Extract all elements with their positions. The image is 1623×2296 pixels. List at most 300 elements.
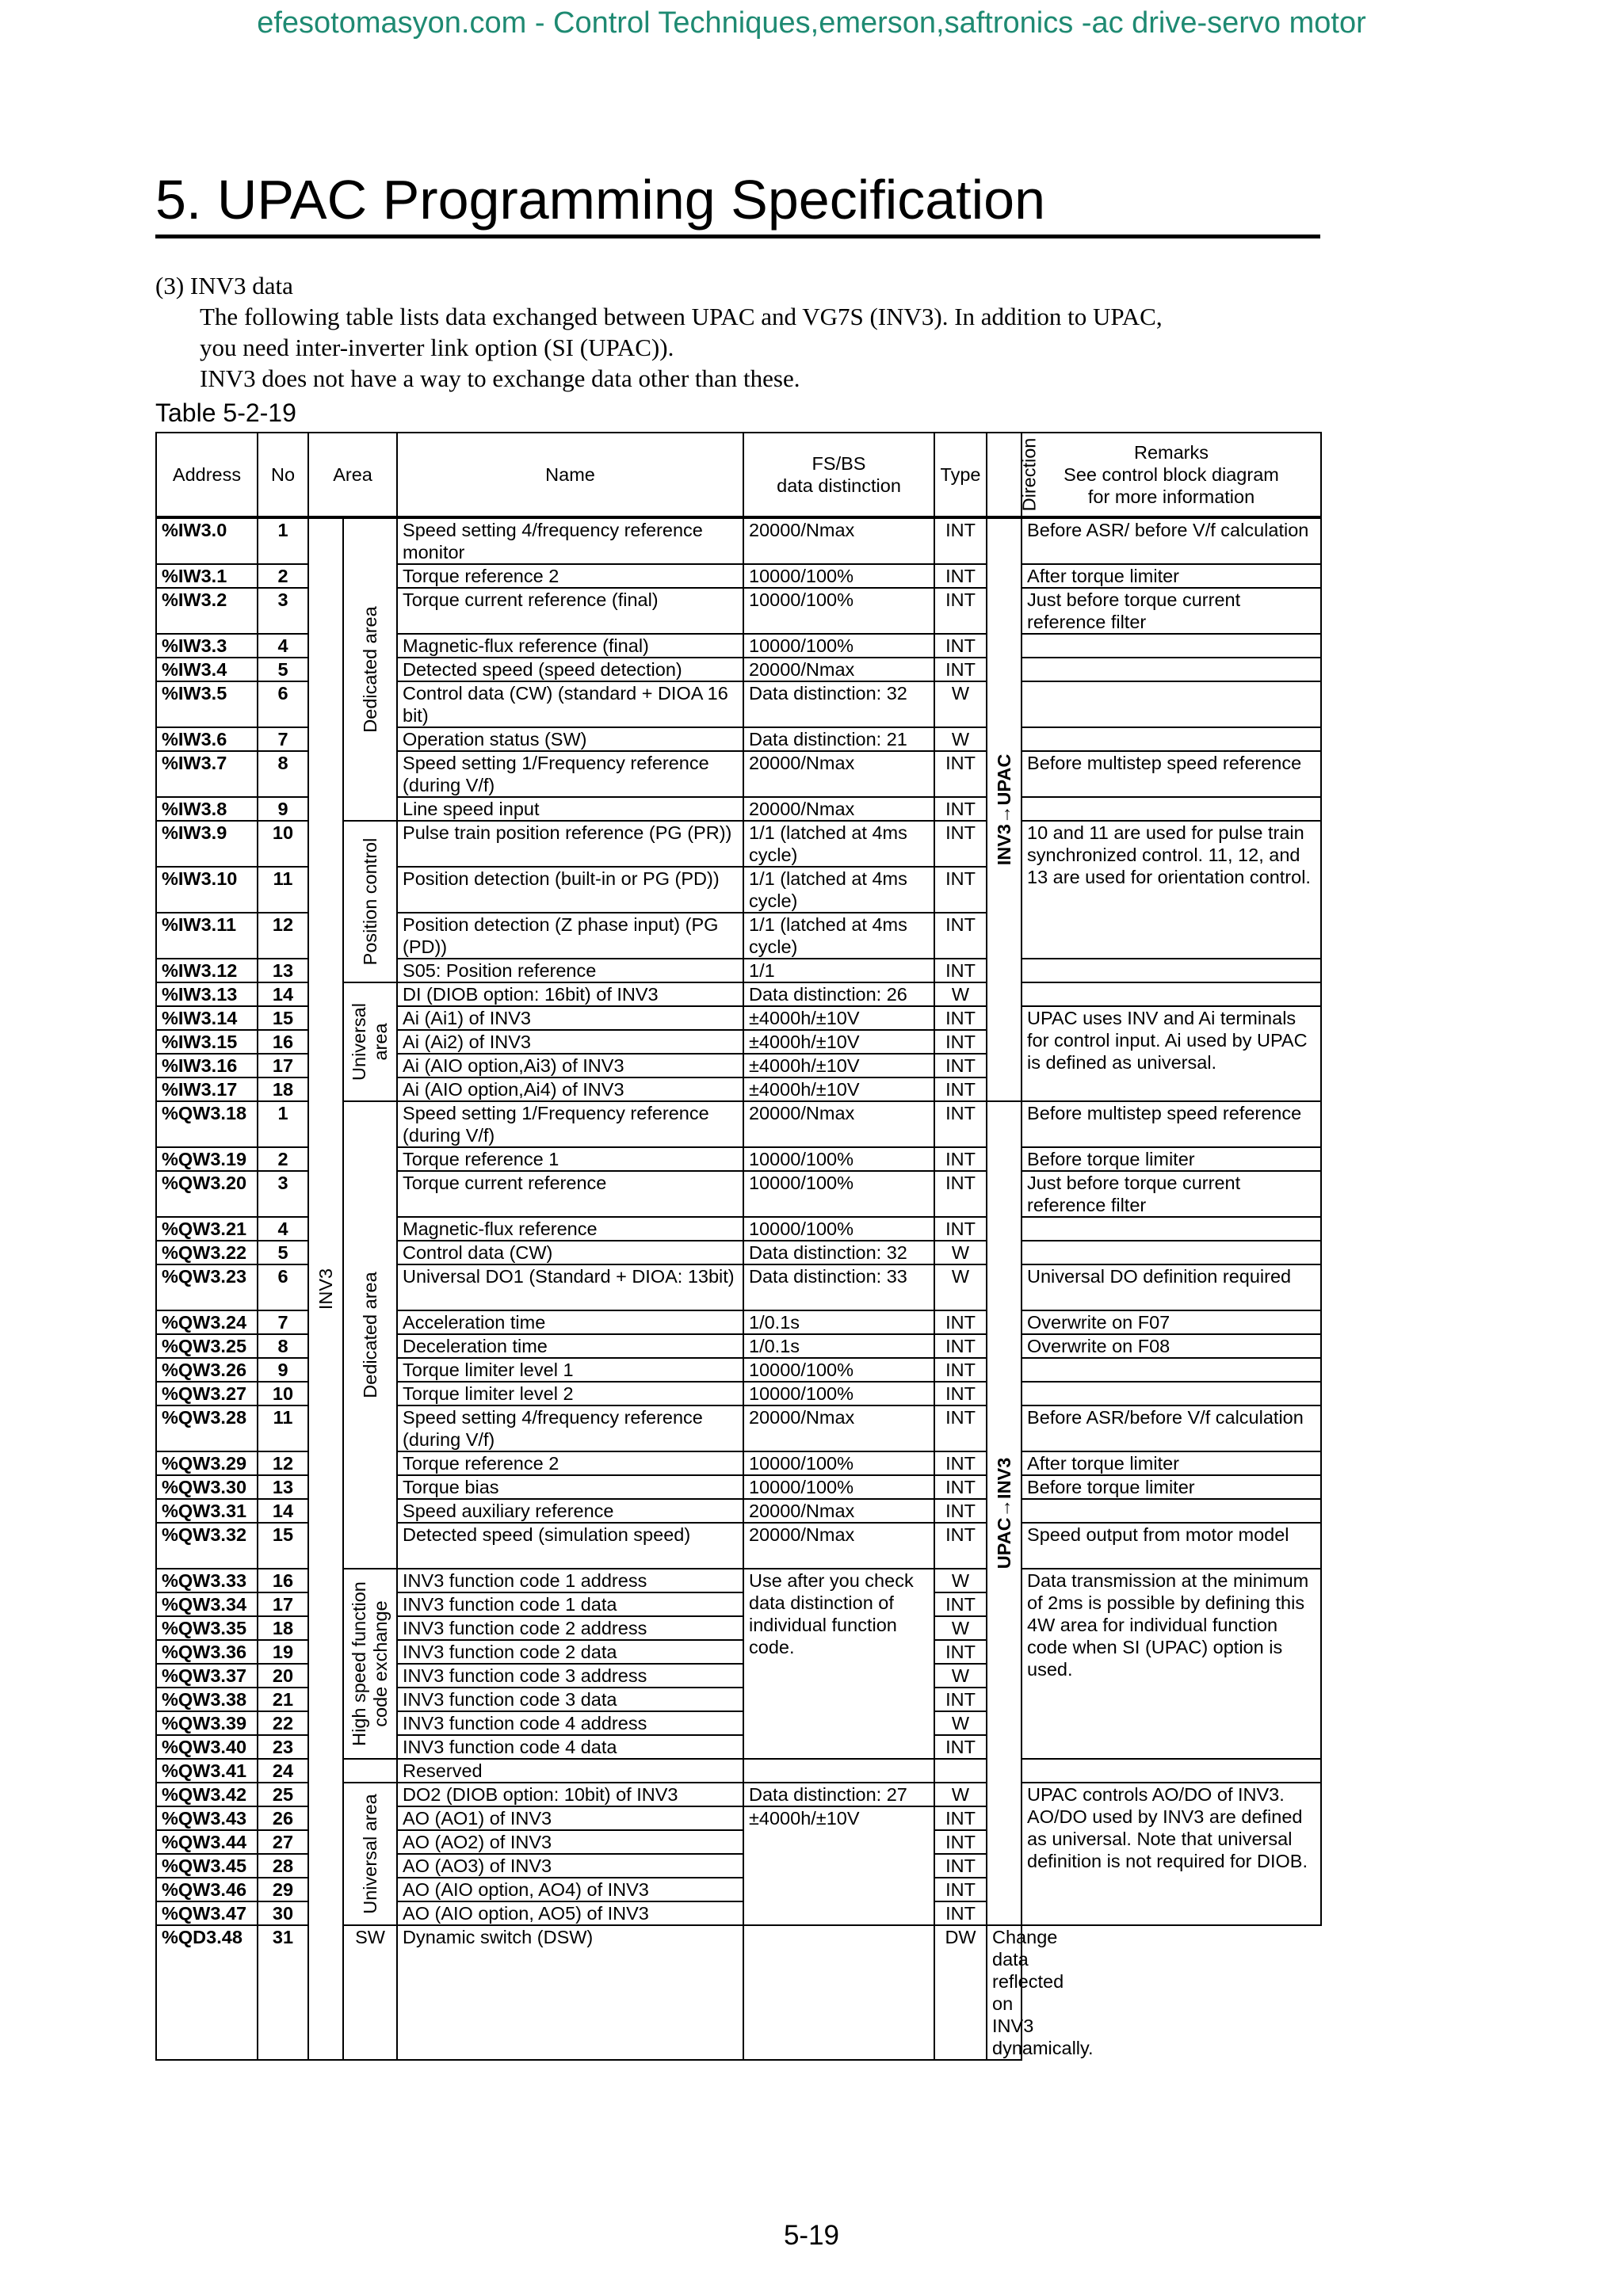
row-remarks: Before multistep speed reference xyxy=(1022,1101,1321,1147)
row-address: %QW3.44 xyxy=(156,1830,258,1854)
row-remarks: Before ASR/ before V/f calculation xyxy=(1022,517,1321,564)
row-name: Torque current reference (final) xyxy=(397,588,743,634)
row-name: INV3 function code 4 address xyxy=(397,1711,743,1735)
dedicated-area-out-text: Dedicated area xyxy=(360,1272,380,1398)
high-speed-exchange-label xyxy=(343,1569,397,1759)
row-type: INT xyxy=(934,1171,987,1217)
row-name: INV3 function code 2 data xyxy=(397,1640,743,1664)
row-no: 22 xyxy=(258,1711,308,1735)
row-no: 10 xyxy=(258,821,308,867)
row-fsbs: 10000/100% xyxy=(743,1475,934,1499)
row-fsbs: ±4000h/±10V xyxy=(743,1054,934,1077)
row-no: 12 xyxy=(258,913,308,959)
row-type: INT xyxy=(934,1382,987,1405)
row-address: %IW3.10 xyxy=(156,867,258,913)
row-remarks: Before multistep speed reference xyxy=(1022,751,1321,797)
row-type: INT xyxy=(934,959,987,982)
row-type xyxy=(934,1759,987,1783)
row-address: %QW3.38 xyxy=(156,1688,258,1711)
row-fsbs: 10000/100% xyxy=(743,1451,934,1475)
table-row xyxy=(156,517,1321,564)
row-type: INT xyxy=(934,1310,987,1334)
row-address: %QW3.41 xyxy=(156,1759,258,1783)
row-no: 1 xyxy=(258,1101,308,1147)
row-address: %QW3.42 xyxy=(156,1783,258,1806)
row-remarks: Change data reflected on INV3 dynamically. xyxy=(987,1925,1022,2060)
table-header-row xyxy=(156,433,1321,517)
row-fsbs: Data distinction: 27 xyxy=(743,1783,934,1806)
row-address: %IW3.8 xyxy=(156,797,258,821)
row-no: 14 xyxy=(258,1499,308,1523)
row-name: Torque bias xyxy=(397,1475,743,1499)
row-address: %QW3.46 xyxy=(156,1878,258,1901)
row-address: %QW3.40 xyxy=(156,1735,258,1759)
row-fsbs: 10000/100% xyxy=(743,564,934,588)
row-type: INT xyxy=(934,1101,987,1147)
row-address: %IW3.0 xyxy=(156,517,258,564)
header-direction-text: Direction xyxy=(1018,437,1040,512)
row-fsbs: Data distinction: 32 xyxy=(743,1241,934,1264)
row-no: 18 xyxy=(258,1616,308,1640)
page-number: 5-19 xyxy=(783,2220,840,2251)
row-type: INT xyxy=(934,1640,987,1664)
header-name: Name xyxy=(397,433,743,517)
row-fsbs: 20000/Nmax xyxy=(743,1101,934,1147)
row-no: 9 xyxy=(258,797,308,821)
row-address: %IW3.14 xyxy=(156,1006,258,1030)
row-address: %IW3.17 xyxy=(156,1077,258,1101)
row-type: W xyxy=(934,982,987,1006)
row-address: %IW3.3 xyxy=(156,634,258,658)
high-speed-line1: High speed function xyxy=(349,1581,369,1746)
row-name: AO (AO1) of INV3 xyxy=(397,1806,743,1830)
row-no: 7 xyxy=(258,727,308,751)
row-address: %QW3.33 xyxy=(156,1569,258,1592)
row-no: 5 xyxy=(258,1241,308,1264)
header-fsbs-line2: data distinction xyxy=(777,475,901,496)
row-name: AO (AIO option, AO5) of INV3 xyxy=(397,1901,743,1925)
row-no: 2 xyxy=(258,564,308,588)
row-name: Operation status (SW) xyxy=(397,727,743,751)
row-type: INT xyxy=(934,1030,987,1054)
row-fsbs-merged: Use after you check data distinction of individual function code. xyxy=(743,1569,934,1759)
row-name: INV3 function code 1 address xyxy=(397,1569,743,1592)
row-fsbs: 1/1 xyxy=(743,959,934,982)
row-type: INT xyxy=(934,1854,987,1878)
row-remarks: Just before torque current reference filter xyxy=(1022,588,1321,634)
row-remarks: Just before torque current reference filter xyxy=(1022,1171,1321,1217)
row-fsbs: Data distinction: 32 xyxy=(743,681,934,727)
row-address: %IW3.16 xyxy=(156,1054,258,1077)
row-name: INV3 function code 3 data xyxy=(397,1688,743,1711)
row-type: W xyxy=(934,1241,987,1264)
intro-line-1: (3) INV3 data xyxy=(155,272,293,299)
row-fsbs: 10000/100% xyxy=(743,588,934,634)
row-type: INT xyxy=(934,751,987,797)
row-name: Pulse train position reference (PG (PR)) xyxy=(397,821,743,867)
row-no: 20 xyxy=(258,1664,308,1688)
inv3-data-table xyxy=(155,432,1322,2061)
row-name: Torque limiter level 2 xyxy=(397,1382,743,1405)
row-fsbs: Data distinction: 33 xyxy=(743,1264,934,1310)
row-address: %IW3.7 xyxy=(156,751,258,797)
row-fsbs: 1/0.1s xyxy=(743,1310,934,1334)
row-remarks xyxy=(1022,1499,1321,1523)
row-fsbs: ±4000h/±10V xyxy=(743,1006,934,1030)
row-type: W xyxy=(934,1569,987,1592)
intro-line-4: INV3 does not have a way to exchange data other than these. xyxy=(200,364,800,392)
row-type: DW xyxy=(934,1925,987,2060)
row-fsbs: 1/0.1s xyxy=(743,1334,934,1358)
row-no: 1 xyxy=(258,517,308,564)
row-fsbs: 10000/100% xyxy=(743,634,934,658)
universal-area-in-text xyxy=(349,1003,391,1081)
row-address: %QD3.48 xyxy=(156,1925,258,2060)
row-no: 2 xyxy=(258,1147,308,1171)
row-type: INT xyxy=(934,913,987,959)
row-address: %QW3.39 xyxy=(156,1711,258,1735)
row-name: Speed setting 1/Frequency reference (during V/f) xyxy=(397,1101,743,1147)
row-name: Detected speed (speed detection) xyxy=(397,658,743,681)
row-no: 13 xyxy=(258,1475,308,1499)
row-address: %IW3.1 xyxy=(156,564,258,588)
row-remarks: UPAC controls AO/DO of INV3. AO/DO used by INV3 are defined as universal. Note that universal definition is not required for DIOB. xyxy=(1022,1783,1321,1925)
header-remarks-line2: See control block diagram xyxy=(1064,464,1279,485)
header-fsbs xyxy=(743,433,934,517)
row-no: 14 xyxy=(258,982,308,1006)
row-remarks xyxy=(1022,1759,1321,1783)
row-name: Line speed input xyxy=(397,797,743,821)
row-address: %IW3.13 xyxy=(156,982,258,1006)
row-no: 5 xyxy=(258,658,308,681)
row-remarks: Universal DO definition required xyxy=(1022,1264,1321,1310)
row-address: %QW3.19 xyxy=(156,1147,258,1171)
row-name: Torque reference 2 xyxy=(397,564,743,588)
row-no: 19 xyxy=(258,1640,308,1664)
row-no: 11 xyxy=(258,1405,308,1451)
row-type: INT xyxy=(934,1523,987,1569)
row-address: %QW3.26 xyxy=(156,1358,258,1382)
header-type: Type xyxy=(934,433,987,517)
row-name: Speed setting 4/frequency reference (during V/f) xyxy=(397,1405,743,1451)
row-name: DO2 (DIOB option: 10bit) of INV3 xyxy=(397,1783,743,1806)
row-address: %QW3.25 xyxy=(156,1334,258,1358)
row-type: INT xyxy=(934,1006,987,1030)
row-remarks xyxy=(1022,1241,1321,1264)
row-address: %QW3.27 xyxy=(156,1382,258,1405)
inv3-area-label xyxy=(308,517,343,2060)
row-type: W xyxy=(934,1264,987,1310)
row-no: 12 xyxy=(258,1451,308,1475)
row-fsbs xyxy=(743,1925,934,2060)
row-address: %QW3.37 xyxy=(156,1664,258,1688)
row-address: %QW3.23 xyxy=(156,1264,258,1310)
row-remarks: Data transmission at the minimum of 2ms is possible by defining this 4W area for individual function code when SI (UPAC) option is used. xyxy=(1022,1569,1321,1759)
universal-area-in-line1: Universal xyxy=(349,1003,369,1081)
header-address: Address xyxy=(156,433,258,517)
row-type: INT xyxy=(934,1147,987,1171)
row-no: 17 xyxy=(258,1592,308,1616)
row-remarks: Overwrite on F08 xyxy=(1022,1334,1321,1358)
row-address: %IW3.9 xyxy=(156,821,258,867)
row-name: INV3 function code 2 address xyxy=(397,1616,743,1640)
row-type: W xyxy=(934,1616,987,1640)
row-remarks xyxy=(1022,634,1321,658)
row-address: %QW3.28 xyxy=(156,1405,258,1451)
row-name: Speed setting 1/Frequency reference (during V/f) xyxy=(397,751,743,797)
row-address: %QW3.24 xyxy=(156,1310,258,1334)
row-name: Ai (AIO option,Ai4) of INV3 xyxy=(397,1077,743,1101)
row-type: W xyxy=(934,1783,987,1806)
row-name: Reserved xyxy=(397,1759,743,1783)
row-no: 30 xyxy=(258,1901,308,1925)
direction-in-text: INV3→UPAC xyxy=(994,753,1015,866)
header-no: No xyxy=(258,433,308,517)
row-remarks xyxy=(1022,982,1321,1006)
row-fsbs: 20000/Nmax xyxy=(743,1499,934,1523)
row-name: INV3 function code 4 data xyxy=(397,1735,743,1759)
dedicated-area-in-text: Dedicated area xyxy=(360,606,380,733)
row-address: %IW3.2 xyxy=(156,588,258,634)
row-remarks: 10 and 11 are used for pulse train synchronized control. 11, 12, and 13 are used for orientation control. xyxy=(1022,821,1321,959)
high-speed-exchange-text xyxy=(349,1581,391,1746)
row-no: 8 xyxy=(258,1334,308,1358)
row-type: W xyxy=(934,1664,987,1688)
position-control-text: Position control xyxy=(360,837,380,966)
row-type: W xyxy=(934,681,987,727)
row-name: AO (AO2) of INV3 xyxy=(397,1830,743,1854)
row-address: %QW3.22 xyxy=(156,1241,258,1264)
row-type: INT xyxy=(934,867,987,913)
row-name: DI (DIOB option: 16bit) of INV3 xyxy=(397,982,743,1006)
row-no: 16 xyxy=(258,1030,308,1054)
row-type: INT xyxy=(934,1830,987,1854)
universal-area-in-label xyxy=(343,982,397,1101)
row-no: 3 xyxy=(258,1171,308,1217)
row-no: 27 xyxy=(258,1830,308,1854)
row-address: %IW3.11 xyxy=(156,913,258,959)
row-type: INT xyxy=(934,1334,987,1358)
row-remarks xyxy=(1022,1382,1321,1405)
row-area-empty xyxy=(343,1759,397,1783)
row-no: 6 xyxy=(258,1264,308,1310)
row-name: Deceleration time xyxy=(397,1334,743,1358)
row-address: %IW3.6 xyxy=(156,727,258,751)
header-remarks xyxy=(1022,433,1321,517)
row-name: Ai (Ai2) of INV3 xyxy=(397,1030,743,1054)
row-address: %QW3.20 xyxy=(156,1171,258,1217)
row-address: %QW3.35 xyxy=(156,1616,258,1640)
dedicated-area-out-label xyxy=(343,1101,397,1569)
row-remarks: Speed output from motor model xyxy=(1022,1523,1321,1569)
inv3-label-text: INV3 xyxy=(315,1268,336,1310)
high-speed-line2: code exchange xyxy=(370,1600,391,1727)
row-fsbs: 10000/100% xyxy=(743,1171,934,1217)
row-name: Torque reference 2 xyxy=(397,1451,743,1475)
page-title: 5. UPAC Programming Specification xyxy=(155,168,1320,238)
row-fsbs: ±4000h/±10V xyxy=(743,1030,934,1054)
row-no: 21 xyxy=(258,1688,308,1711)
row-no: 24 xyxy=(258,1759,308,1783)
universal-area-in-line2: area xyxy=(370,1023,391,1061)
row-name: Acceleration time xyxy=(397,1310,743,1334)
row-type: INT xyxy=(934,821,987,867)
dedicated-area-in-label xyxy=(343,517,397,821)
row-fsbs: 20000/Nmax xyxy=(743,658,934,681)
row-type: INT xyxy=(934,1405,987,1451)
row-no: 11 xyxy=(258,867,308,913)
row-fsbs: 20000/Nmax xyxy=(743,797,934,821)
row-name: Ai (AIO option,Ai3) of INV3 xyxy=(397,1054,743,1077)
row-no: 17 xyxy=(258,1054,308,1077)
row-fsbs: 20000/Nmax xyxy=(743,1405,934,1451)
row-no: 23 xyxy=(258,1735,308,1759)
row-type: INT xyxy=(934,1592,987,1616)
row-name: Control data (CW) xyxy=(397,1241,743,1264)
row-remarks: Overwrite on F07 xyxy=(1022,1310,1321,1334)
row-no: 3 xyxy=(258,588,308,634)
row-address: %QW3.36 xyxy=(156,1640,258,1664)
row-no: 6 xyxy=(258,681,308,727)
row-type: INT xyxy=(934,1499,987,1523)
row-remarks xyxy=(1022,681,1321,727)
table-caption: Table 5-2-19 xyxy=(155,399,296,427)
row-address: %QW3.18 xyxy=(156,1101,258,1147)
row-name: Torque limiter level 1 xyxy=(397,1358,743,1382)
row-no: 9 xyxy=(258,1358,308,1382)
row-fsbs: 10000/100% xyxy=(743,1147,934,1171)
row-address: %QW3.31 xyxy=(156,1499,258,1523)
row-address: %QW3.32 xyxy=(156,1523,258,1569)
header-remarks-line3: for more information xyxy=(1087,486,1255,507)
row-remarks xyxy=(1022,1217,1321,1241)
row-no: 25 xyxy=(258,1783,308,1806)
row-name: AO (AO3) of INV3 xyxy=(397,1854,743,1878)
row-name: Ai (Ai1) of INV3 xyxy=(397,1006,743,1030)
header-area: Area xyxy=(308,433,397,517)
row-fsbs: 1/1 (latched at 4ms cycle) xyxy=(743,867,934,913)
row-remarks xyxy=(1022,959,1321,982)
row-fsbs: 1/1 (latched at 4ms cycle) xyxy=(743,821,934,867)
intro-text xyxy=(155,270,1328,394)
row-type: INT xyxy=(934,1054,987,1077)
row-name: INV3 function code 1 data xyxy=(397,1592,743,1616)
row-remarks: Before ASR/before V/f calculation xyxy=(1022,1405,1321,1451)
row-type: INT xyxy=(934,797,987,821)
row-no: 15 xyxy=(258,1006,308,1030)
row-type: INT xyxy=(934,588,987,634)
row-fsbs-merged: ±4000h/±10V xyxy=(743,1806,934,1925)
row-type: INT xyxy=(934,1901,987,1925)
row-address: %QW3.29 xyxy=(156,1451,258,1475)
header-fsbs-line1: FS/BS xyxy=(812,453,866,474)
row-no: 7 xyxy=(258,1310,308,1334)
row-name: Magnetic-flux reference xyxy=(397,1217,743,1241)
row-type: INT xyxy=(934,658,987,681)
header-direction xyxy=(987,433,1040,517)
universal-area-out-text: Universal area xyxy=(360,1794,380,1914)
row-remarks: After torque limiter xyxy=(1022,1451,1321,1475)
row-name: INV3 function code 3 address xyxy=(397,1664,743,1688)
row-name: Torque current reference xyxy=(397,1171,743,1217)
row-address: %QW3.47 xyxy=(156,1901,258,1925)
row-name: Control data (CW) (standard + DIOA 16 bit) xyxy=(397,681,743,727)
row-remarks xyxy=(1022,658,1321,681)
row-type: W xyxy=(934,727,987,751)
row-name: Detected speed (simulation speed) xyxy=(397,1523,743,1569)
position-control-label xyxy=(343,821,397,982)
header-remarks-line1: Remarks xyxy=(1134,442,1209,463)
row-fsbs: 20000/Nmax xyxy=(743,517,934,564)
row-type: INT xyxy=(934,1217,987,1241)
row-address: %QW3.43 xyxy=(156,1806,258,1830)
row-address: %QW3.30 xyxy=(156,1475,258,1499)
row-no: 28 xyxy=(258,1854,308,1878)
direction-inv3-to-upac xyxy=(987,517,1022,1101)
row-address: %IW3.4 xyxy=(156,658,258,681)
row-remarks: After torque limiter xyxy=(1022,564,1321,588)
row-address: %QW3.34 xyxy=(156,1592,258,1616)
row-remarks xyxy=(1022,727,1321,751)
row-fsbs xyxy=(743,1759,934,1783)
sw-area-label: SW xyxy=(343,1925,397,2060)
row-no: 26 xyxy=(258,1806,308,1830)
row-address: %QW3.21 xyxy=(156,1217,258,1241)
row-type: INT xyxy=(934,1735,987,1759)
row-fsbs: 10000/100% xyxy=(743,1358,934,1382)
row-remarks xyxy=(1022,797,1321,821)
row-no: 15 xyxy=(258,1523,308,1569)
row-type: INT xyxy=(934,1475,987,1499)
row-fsbs: ±4000h/±10V xyxy=(743,1077,934,1101)
row-fsbs: 20000/Nmax xyxy=(743,751,934,797)
row-fsbs: 20000/Nmax xyxy=(743,1523,934,1569)
row-name: Dynamic switch (DSW) xyxy=(397,1925,743,2060)
row-remarks: UPAC uses INV and Ai terminals for control input. Ai used by UPAC is defined as universal. xyxy=(1022,1006,1321,1101)
row-type: INT xyxy=(934,1806,987,1830)
row-address: %IW3.5 xyxy=(156,681,258,727)
row-fsbs: 1/1 (latched at 4ms cycle) xyxy=(743,913,934,959)
row-type: INT xyxy=(934,517,987,564)
row-no: 31 xyxy=(258,1925,308,2060)
row-fsbs: 10000/100% xyxy=(743,1382,934,1405)
row-name: Position detection (built-in or PG (PD)) xyxy=(397,867,743,913)
watermark: efesotomasyon.com - Control Techniques,emerson,saftronics -ac drive-servo motor xyxy=(257,6,1366,40)
row-type: W xyxy=(934,1711,987,1735)
row-no: 13 xyxy=(258,959,308,982)
row-name: S05: Position reference xyxy=(397,959,743,982)
row-name: Speed setting 4/frequency reference monitor xyxy=(397,517,743,564)
row-name: Torque reference 1 xyxy=(397,1147,743,1171)
direction-out-text: UPAC→INV3 xyxy=(994,1457,1015,1569)
row-no: 4 xyxy=(258,1217,308,1241)
intro-line-2: The following table lists data exchanged between UPAC and VG7S (INV3). In addition to UPAC, xyxy=(200,303,1163,330)
row-fsbs: Data distinction: 21 xyxy=(743,727,934,751)
row-name: Speed auxiliary reference xyxy=(397,1499,743,1523)
row-type: INT xyxy=(934,1688,987,1711)
row-no: 4 xyxy=(258,634,308,658)
row-type: INT xyxy=(934,1077,987,1101)
row-remarks: Before torque limiter xyxy=(1022,1147,1321,1171)
row-address: %IW3.15 xyxy=(156,1030,258,1054)
row-name: Position detection (Z phase input) (PG (PD)) xyxy=(397,913,743,959)
row-address: %IW3.12 xyxy=(156,959,258,982)
row-no: 29 xyxy=(258,1878,308,1901)
row-fsbs: Data distinction: 26 xyxy=(743,982,934,1006)
row-fsbs: 10000/100% xyxy=(743,1217,934,1241)
row-no: 16 xyxy=(258,1569,308,1592)
row-no: 8 xyxy=(258,751,308,797)
